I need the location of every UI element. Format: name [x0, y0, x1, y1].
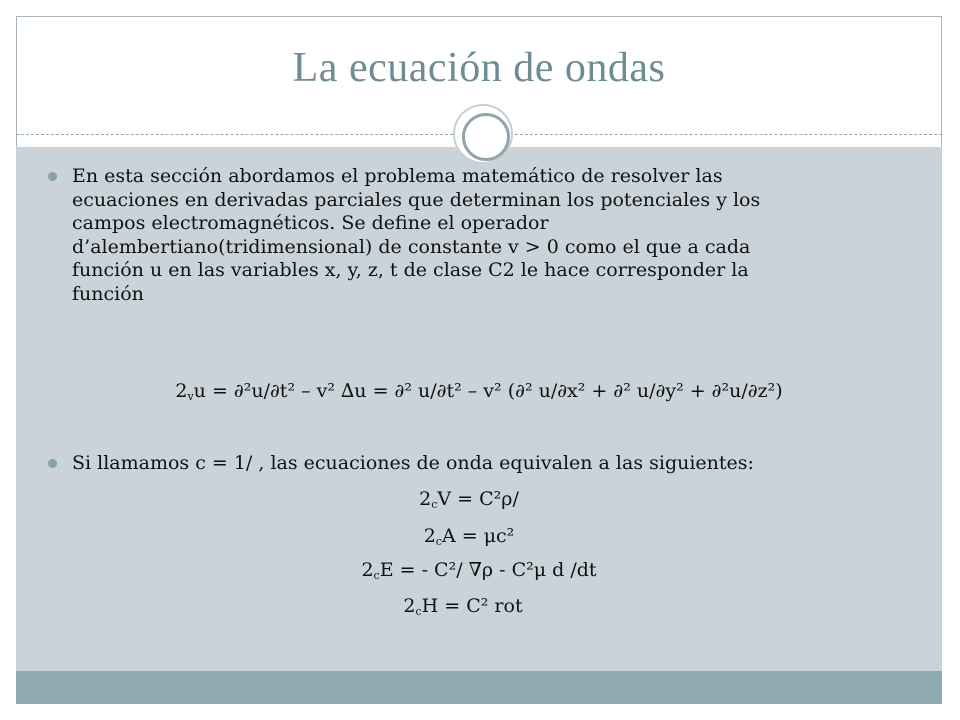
circle-ring — [462, 113, 510, 161]
bullet-item — [48, 452, 918, 474]
bullet-dot-icon — [48, 459, 57, 468]
equation-lead: 2 — [403, 595, 416, 617]
paragraph-text: Si llamamos c = 1/ , las ecuaciones de onda equivalen a las siguientes: — [72, 452, 754, 474]
circle-ornament-icon — [453, 104, 513, 164]
equation-subscript: c — [415, 605, 422, 618]
paragraph-line: ecuaciones en derivadas parciales que determinan los potenciales y los — [72, 188, 761, 211]
equation-rest: A = μc² — [441, 525, 515, 547]
dalembertian-formula — [16, 380, 942, 403]
equation-subscript: c — [431, 498, 438, 511]
bullet-paragraph-1 — [48, 165, 918, 306]
formula-subscript: v — [187, 390, 194, 403]
equation-field-h — [0, 595, 926, 618]
equation-potential-v — [6, 488, 932, 511]
paragraph-line: función — [72, 282, 144, 305]
paragraph-line: función u en las variables x, y, z, t de clase C2 le hace corresponder la — [72, 259, 749, 281]
paragraph-line: En esta sección abordamos el problema matemático de resolver las — [72, 165, 723, 187]
paragraph-line: campos electromagnéticos. Se define el operador — [72, 212, 549, 234]
bullet-paragraph-2 — [48, 452, 918, 474]
equation-lead: 2 — [361, 559, 374, 581]
slide-title: La ecuación de ondas — [292, 45, 666, 91]
equation-rest: E = - C²/ ∇ρ - C²μ d /dt — [379, 559, 597, 581]
bullet-item — [48, 165, 918, 306]
equation-subscript: c — [435, 535, 442, 548]
bullet-dot-icon — [48, 172, 57, 181]
equation-lead: 2 — [423, 525, 436, 547]
paragraph-line: d’alembertiano(tridimensional) de constante v > 0 como el que a cada — [72, 235, 751, 258]
equation-potential-a — [6, 525, 932, 548]
equation-rest: H = C² rot — [421, 595, 523, 617]
equation-rest: V = C²ρ/ — [437, 488, 519, 510]
equation-field-e — [16, 559, 942, 582]
formula-lead: 2 — [175, 380, 188, 402]
formula-rest: u = ∂²u/∂t² – v² ∆u = ∂² u/∂t² – v² (∂² u/∂x² + ∂² u/∂y² + ∂²u/∂z²) — [193, 380, 783, 402]
equation-subscript: c — [373, 569, 380, 582]
equation-lead: 2 — [419, 488, 432, 510]
footer-bar — [16, 671, 942, 704]
